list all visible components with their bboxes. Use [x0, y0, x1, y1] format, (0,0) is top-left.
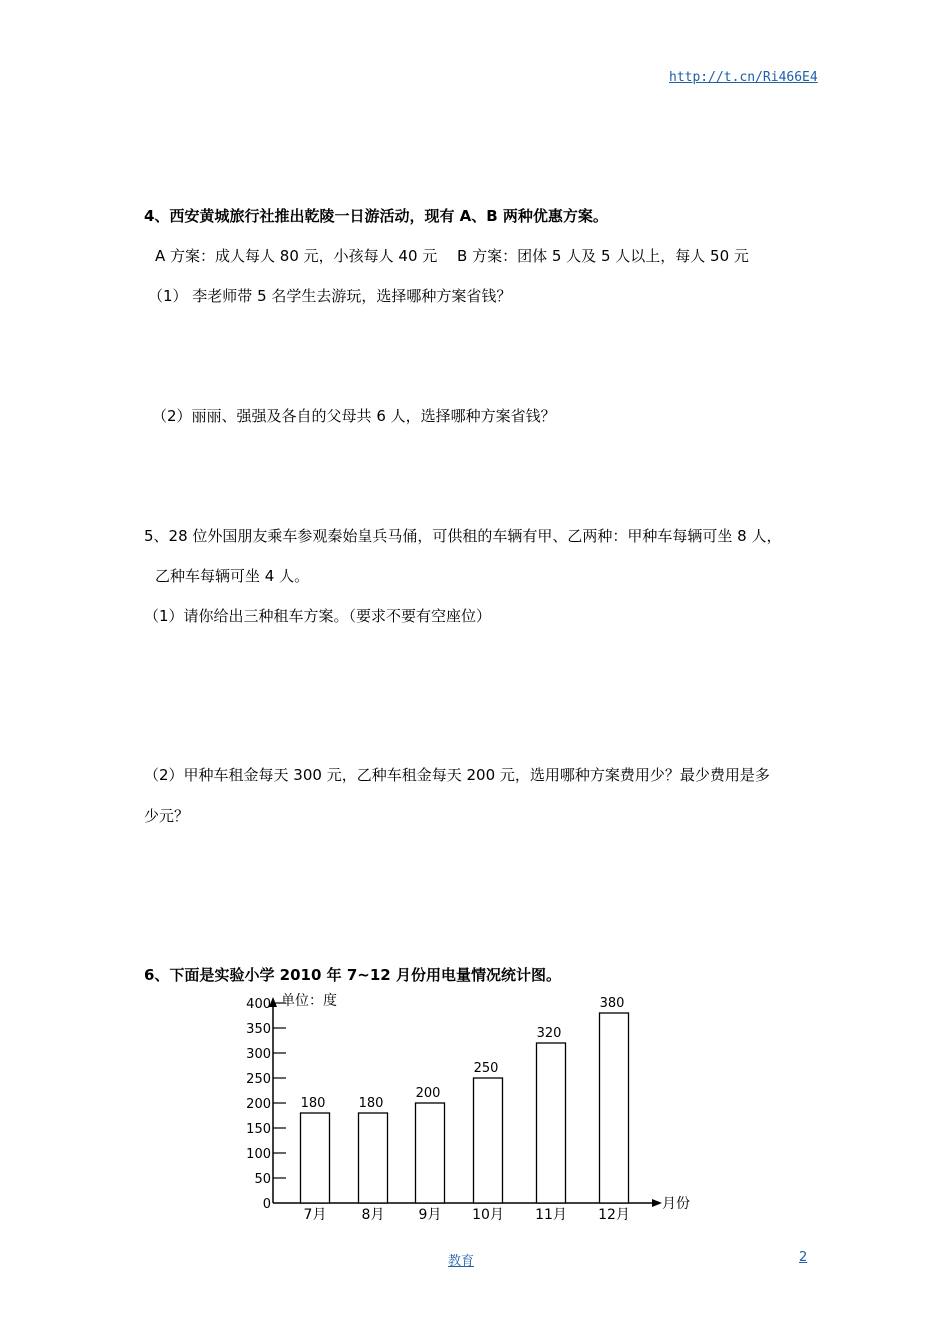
bar-value-label: 380	[599, 996, 625, 1011]
bar-value-label: 180	[358, 1096, 384, 1111]
x-tick-label: 9月	[418, 1207, 442, 1223]
y-tick-label: 150	[246, 1122, 271, 1137]
x-axis-arrow	[652, 1199, 662, 1207]
bar-value-label: 250	[473, 1061, 499, 1076]
q4-plans: A 方案：成人每人 80 元，小孩每人 40 元 B 方案：团体 5 人及 5 人以上，每人 50 元	[155, 247, 749, 265]
bar	[301, 1113, 330, 1203]
q5-line1: 5、28 位外国朋友乘车参观秦始皇兵马俑，可供租的车辆有甲、乙两种：甲种车每辆可坐 8 人，	[144, 527, 782, 545]
y-tick-label: 100	[246, 1147, 271, 1162]
bar	[474, 1078, 503, 1203]
x-tick-label: 12月	[598, 1207, 630, 1223]
bar	[537, 1043, 566, 1203]
y-tick-label: 50	[254, 1172, 271, 1187]
bar	[600, 1013, 629, 1203]
q5-sub1: （1）请你给出三种租车方案。（要求不要有空座位）	[144, 607, 492, 625]
q6-title: 6、下面是实验小学 2010 年 7~12 月份用电量情况统计图。	[144, 966, 561, 984]
q5-sub2-line1: （2）甲种车租金每天 300 元，乙种车租金每天 200 元，选用哪种方案费用少？最少费用是多	[144, 766, 770, 784]
y-tick-label: 250	[246, 1072, 271, 1087]
x-axis-label: 月份	[662, 1196, 690, 1212]
bar	[359, 1113, 388, 1203]
bar-value-label: 320	[536, 1026, 562, 1041]
x-tick-label: 10月	[472, 1207, 504, 1223]
q5-sub2-line2: 少元？	[144, 807, 190, 825]
x-tick-label: 11月	[535, 1207, 567, 1223]
q5-line2: 乙种车每辆可坐 4 人。	[155, 567, 310, 585]
q4-sub1: （1） 李老师带 5 名学生去游玩，选择哪种方案省钱？	[148, 287, 512, 305]
y-tick-label: 400	[246, 997, 271, 1012]
x-tick-label: 8月	[361, 1207, 385, 1223]
x-tick-label: 7月	[303, 1207, 327, 1223]
y-tick-label: 300	[246, 1047, 271, 1062]
header-link[interactable]: http://t.cn/Ri466E4	[669, 70, 818, 85]
bar	[416, 1103, 445, 1203]
y-tick-label: 200	[246, 1097, 271, 1112]
q4-title: 4、西安黄城旅行社推出乾陵一日游活动，现有 A、B 两种优惠方案。	[144, 207, 608, 225]
bar-value-label: 180	[300, 1096, 326, 1111]
y-axis-label: 单位：度	[281, 993, 337, 1009]
y-tick-label: 0	[262, 1197, 271, 1212]
page-number: 2	[799, 1250, 808, 1265]
q4-sub2: （2）丽丽、强强及各自的父母共 6 人，选择哪种方案省钱？	[152, 407, 556, 425]
bar-value-label: 200	[415, 1086, 441, 1101]
y-tick-label: 350	[246, 1022, 271, 1037]
footer-center-link[interactable]: 教育	[448, 1254, 475, 1269]
